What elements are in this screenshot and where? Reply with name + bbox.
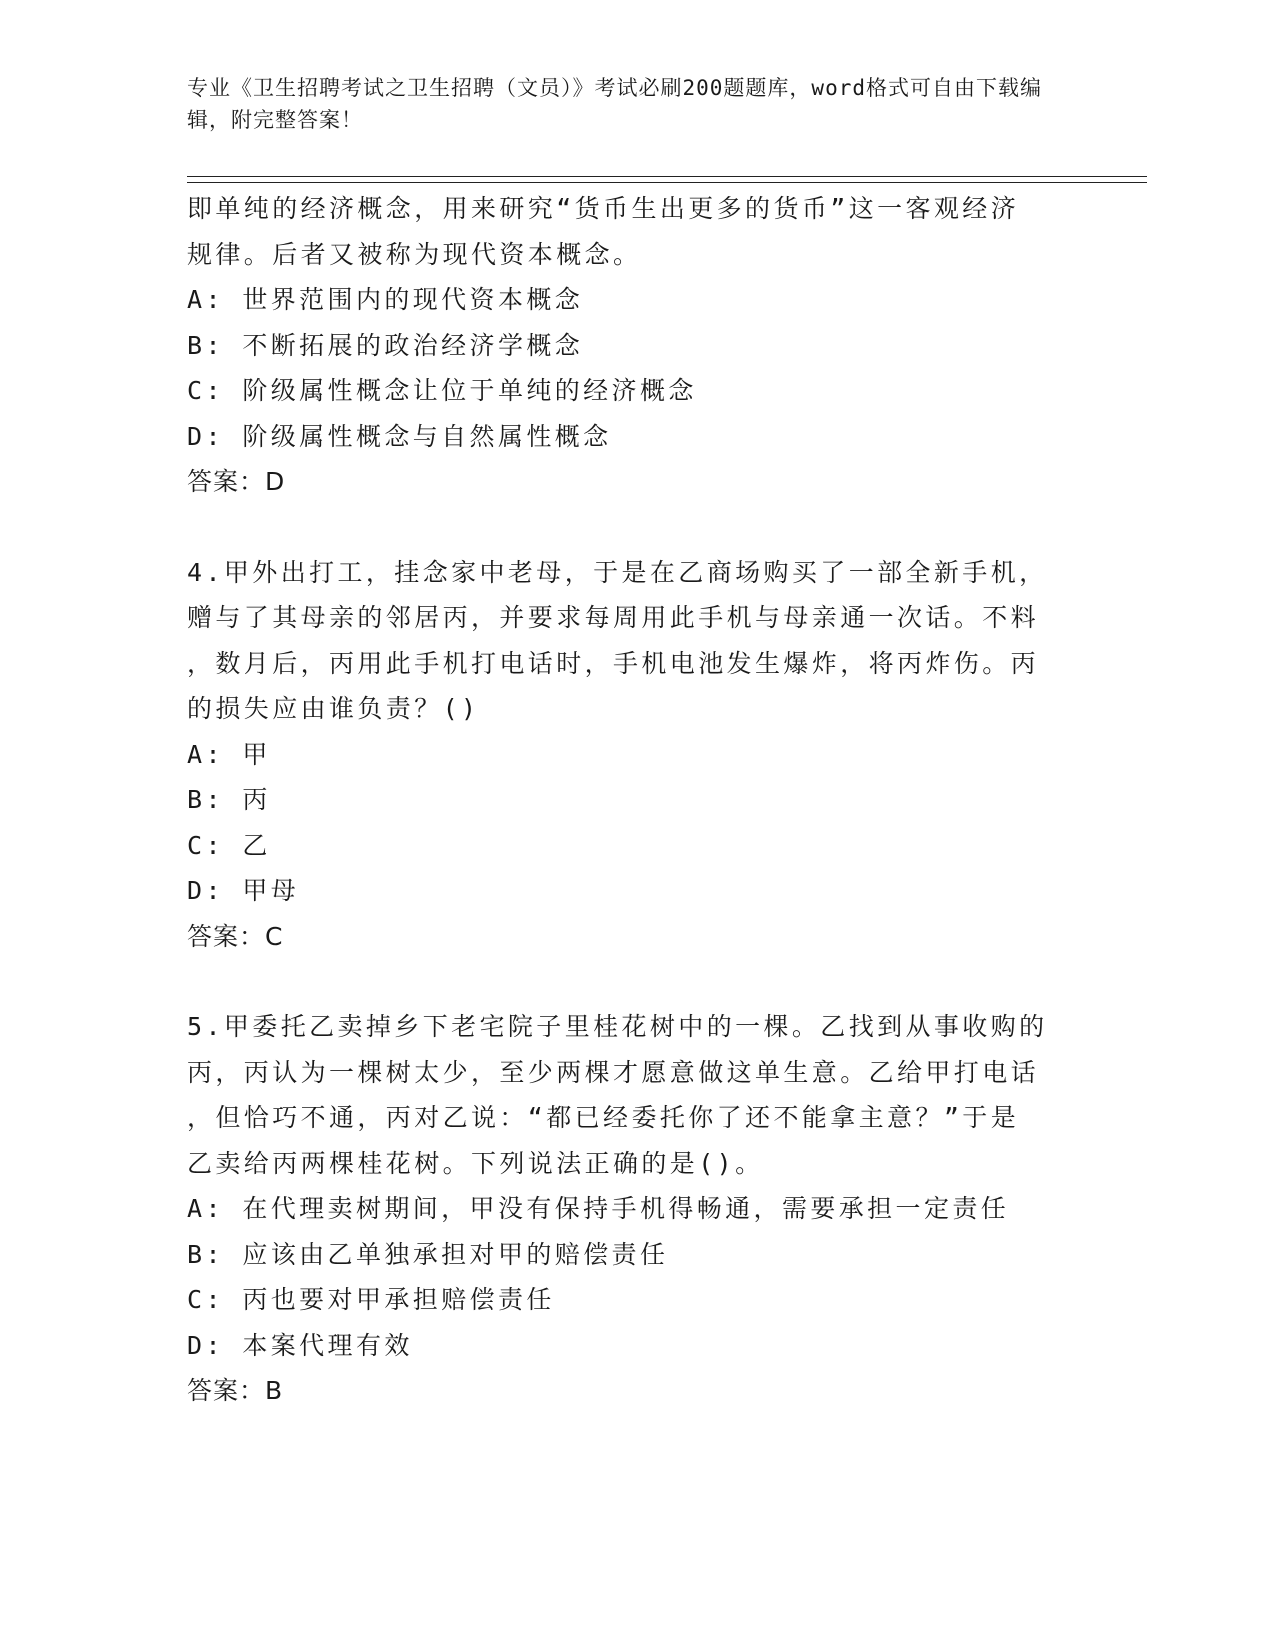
option-c: C: 丙也要对甲承担赔偿责任 [187,1285,555,1314]
question-text-line: ，但恰巧不通，丙对乙说：“都已经委托你了还不能拿主意？”于是 [187,1103,1020,1132]
question-text-line: 乙卖给丙两棵桂花树。下列说法正确的是()。 [187,1148,764,1178]
option-d: D: 甲母 [187,876,300,905]
answer-line: 答案：D [187,467,286,496]
option-c: C: 乙 [187,830,271,860]
question-5 [187,1004,1067,1414]
option-a: A: 世界范围内的现代资本概念 [187,285,584,314]
document-body [187,186,1067,1414]
option-d: D: 本案代理有效 [187,1330,413,1360]
option-a: A: 在代理卖树期间，甲没有保持手机得畅通，需要承担一定责任 [187,1194,1010,1223]
option-b: B: 应该由乙单独承担对甲的赔偿责任 [187,1239,669,1269]
question-text-line: 丙，丙认为一棵树太少，至少两棵才愿意做这单生意。乙给甲打电话 [187,1057,1040,1087]
option-b: B: 不断拓展的政治经济学概念 [187,330,584,360]
question-text-line: 的损失应由谁负责？() [187,694,480,723]
option-c: C: 阶级属性概念让位于单纯的经济概念 [187,376,697,405]
question-text-line: 5.甲委托乙卖掉乡下老宅院子里桂花树中的一棵。乙找到从事收购的 [187,1012,1048,1041]
question-text-line: 规律。后者又被称为现代资本概念。 [187,239,642,269]
option-a: A: 甲 [187,739,271,769]
question-text-line: 4.甲外出打工，挂念家中老母，于是在乙商场购买了一部全新手机， [187,557,1048,587]
header-divider-bottom [187,182,1147,183]
answer-line: 答案：B [187,1376,284,1405]
option-b: B: 丙 [187,785,271,814]
question-text-line: 即单纯的经济概念，用来研究“货币生出更多的货币”这一客观经济 [187,194,1020,223]
question-text-line: ，数月后，丙用此手机打电话时，手机电池发生爆炸，将丙炸伤。丙 [187,648,1040,678]
header-divider-top [187,176,1147,177]
question-4 [187,550,1067,960]
answer-line: 答案：C [187,921,284,951]
question-text-line: 赠与了其母亲的邻居丙，并要求每周用此手机与母亲通一次话。不料 [187,603,1040,632]
document-header: 专业《卫生招聘考试之卫生招聘（文员）》考试必刷200题题库，word格式可自由下载编辑，附完整答案！ [187,76,1042,132]
question-fragment [187,186,1067,505]
option-d: D: 阶级属性概念与自然属性概念 [187,421,612,451]
